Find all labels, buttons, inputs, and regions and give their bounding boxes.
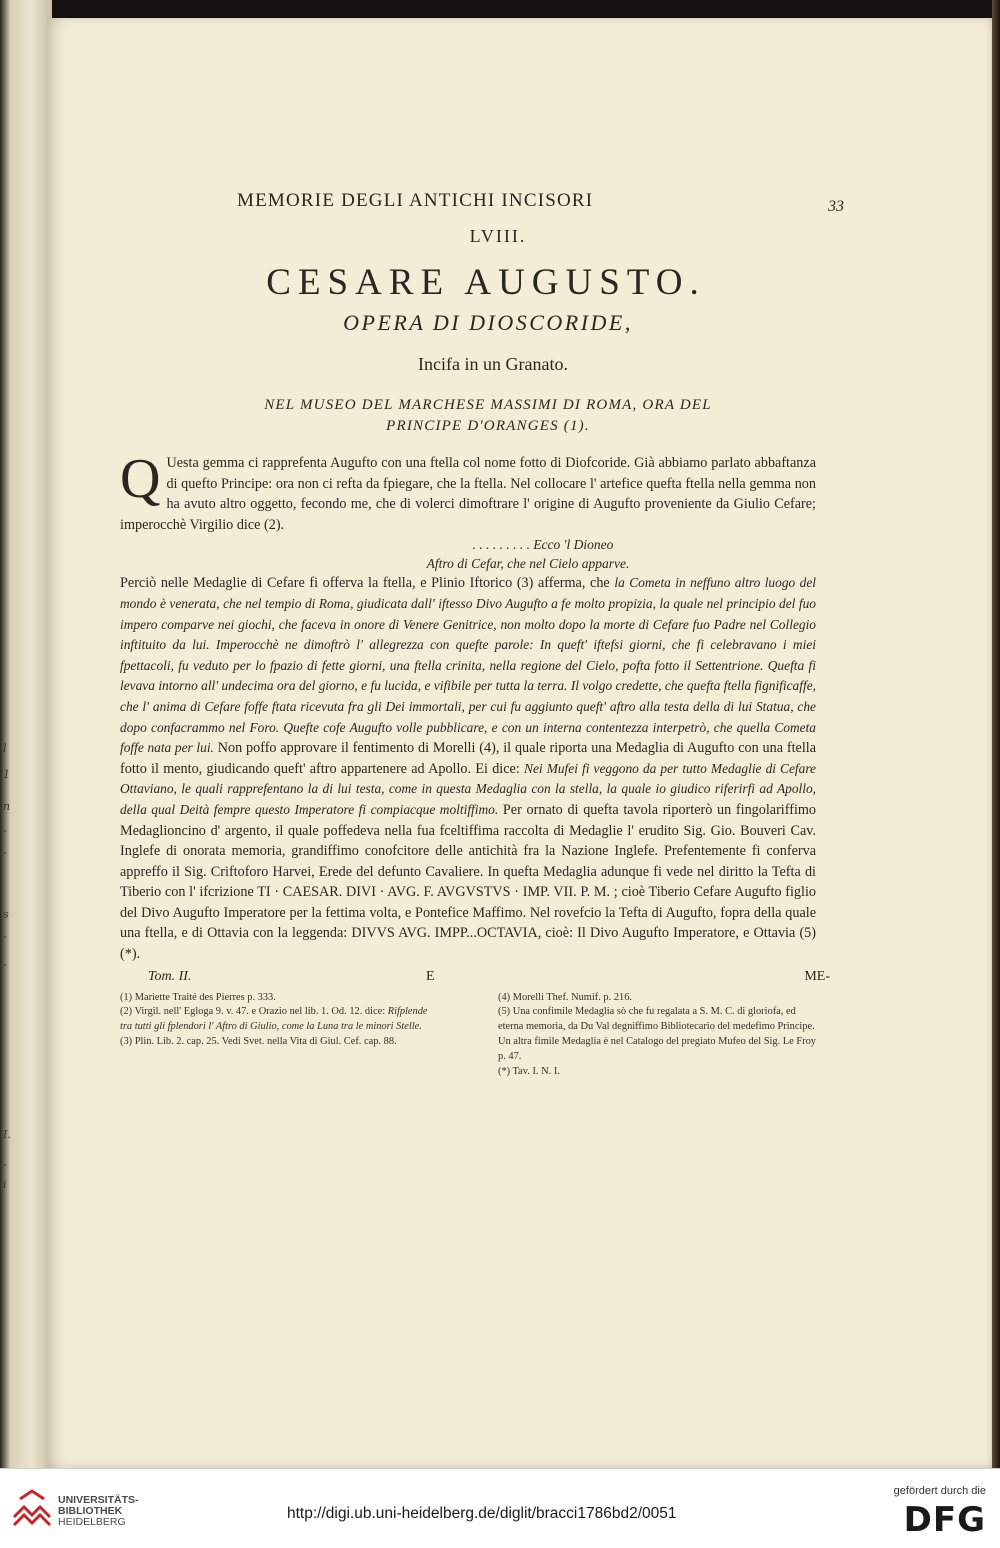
- margin-mark: -: [3, 846, 7, 859]
- footnote-quote: Rifplende tra tutti gli fplendori l' Aftro di Giulio, come la Luna tra le minori Stelle.: [120, 1006, 428, 1033]
- running-title: MEMORIE DEGLI ANTICHI INCISORI: [237, 190, 594, 211]
- footnote-text: (2) Virgil. nell' Egloga 9. v. 47. e Orazio nel lib. 1. Od. 12. dice:: [120, 1006, 386, 1018]
- paragraph-2-quote-pliny: la Cometa in neffuno altro luogo del mondo è venerata, che nel tempio di Roma, giudicata dall' iftesso Divo Augufto a fe molto propizia, la quale nel principio del fuo impero comparve nei giochi, che faceva in onore di Venere Genitrice, non molto dopo la morte di Cefare fuo Padre nel Collegio inftituito da lui. Imperocchè ne dimoftrò l' allegrezza con quefte parole: In queft' iftefsi giorni, che fi celebravano i miei fpettacoli, fu veduto per lo fpazio di fette giorni, una ftella crinita, nella regione del Cielo, pofta fotto il Settentrione. Quefta fi levava intorno all' undecima ora del giorno, e fu lucida, e vifibile per tutta la terra. Il volgo credette, che quefta ftella fignificaffe, che l' anima di Cefare foffe ftata ricevuta fra gli Dei immortali, per cui fu aggiunto queft' aftro alla testa della di lui Statua, che dopo confacrammo nel Foro. Quefte cofe Augufto volle pubblicare, e con un interna contentezza interpetrò, che quella Cometa foffe nata per lui.: [120, 575, 817, 756]
- paragraph-2-part-b: Non poffo approvare il fentimento di Morelli (4), il quale riporta una Medaglia di Augufto con una ftella fotto il mento, giudicando queft' aftro appartenere ad Apollo. Ei dice:: [120, 740, 817, 777]
- footnotes: [120, 991, 816, 1080]
- section-number: LVIII.: [469, 226, 527, 246]
- paragraph-2: [120, 573, 816, 964]
- margin-mark: 1: [3, 768, 10, 781]
- library-name[interactable]: [58, 1495, 139, 1528]
- library-name-line-3: HEIDELBERG: [58, 1516, 126, 1528]
- footnote: (*) Tav. I. N. I.: [498, 1065, 560, 1077]
- museum-line-2: PRINCIPE D'ORANGES (1).: [386, 418, 590, 434]
- viewer-footer: [0, 1468, 1000, 1548]
- paragraph-2-part-c: Per ornato di quefta tavola riporterò un fingolariffimo Medaglioncino d' argento, il quale poffedeva nella fua fceltiffima raccolta di Medaglie l' erudito Sig. Gio. Bouveri Cav. Inglefe di onorata memoria, grandiffimo conofcitore delle antichità fra la Nazione Inglefe. Prefentemente fi conferva appreffo il Sig. Criftoforo Harvei, Erede del defunto Cavaliere. In quefta Medaglia adunque fi vede nel diritto la Tefta di Tiberio con l' ifcrizione TI · CAESAR. DIVI · AVG. F. AVGVSTVS · IMP. VII. P. M. ; cioè Tiberio Cefare Augufto figlio del Divo Augufto Imperatore per la fettima volta, e Pontefice Maffimo. Nel rovefcio la Tefta di Augufto, fopra della quale una ftella, e di Ottavia con la leggenda: DIVVS AVG. IMPP...OCTAVIA, cioè: Il Divo Augufto Imperatore, e Ottavia (5) (*).: [120, 801, 817, 963]
- page-url[interactable]: http://digi.ub.uni-heidelberg.de/diglit/bracci1786bd2/0051: [287, 1505, 677, 1522]
- subtitle: OPERA DI DIOSCORIDE,: [343, 310, 633, 335]
- dfg-logo[interactable]: DFG: [903, 1500, 986, 1540]
- ub-heidelberg-logo-icon[interactable]: [10, 1487, 54, 1531]
- right-book-edge: [992, 0, 1000, 1468]
- museum-line-1: NEL MUSEO DEL MARCHESE MASSIMI DI ROMA, ORA DEL: [264, 397, 712, 413]
- catchword: ME-: [804, 968, 830, 984]
- margin-mark: -: [3, 930, 7, 943]
- page-number: 33: [828, 198, 844, 215]
- running-head: [120, 186, 844, 220]
- engraving-line: Incifa in un Granato.: [418, 354, 568, 374]
- left-margin-marks: [0, 0, 18, 1468]
- margin-mark: n: [3, 800, 11, 813]
- volume-reference: Tom. II.: [148, 968, 192, 984]
- drop-cap: Q: [120, 448, 161, 510]
- margin-mark: -: [3, 958, 7, 971]
- footnote: (1) Mariette Traité des Pierres p. 333.: [120, 991, 276, 1003]
- body-text: [120, 448, 817, 965]
- main-title: CESARE AUGUSTO.: [266, 262, 706, 303]
- paragraph-1-text: Uesta gemma ci rapprefenta Augufto con una ftella col nome fotto di Diofcoride. Già abbiamo parlato abbaftanza di quefto Principe: ora non ci refta da fpiegare, che la ftella. Nel collocare l' artefice quefta ftella nella gemma non ha avuto altro oggetto, fecondo me, che di volerci dimoftrare l' origine di Augufto proveniente da Giulio Cefare; imperocchè Virgilio dice (2).: [120, 455, 816, 533]
- footnotes-right-column: [498, 991, 816, 1080]
- footnote: (5) Una confimile Medaglia sò che fu regalata a S. M. C. di gloriofa, ed eterna memoria, da Du Val degniffimo Bibliotecario del medefimo Principe. Un altra fimile Medaglia è nel Catalogo del pregiato Mufeo del Sig. Le Froy p. 47.: [498, 1006, 816, 1062]
- margin-mark: I.: [3, 1128, 11, 1141]
- margin-mark: i: [3, 1178, 7, 1191]
- funding-text: gefördert durch die: [893, 1485, 986, 1497]
- library-name-line-2: BIBLIOTHEK: [58, 1505, 123, 1517]
- signature-mark: E: [426, 968, 435, 984]
- library-name-line-1: UNIVERSITÄTS-: [58, 1494, 139, 1506]
- verse-line-2: Aftro di Cefar, che nel Cielo apparve.: [426, 556, 630, 572]
- margin-mark: -: [3, 1158, 7, 1171]
- footnote: (4) Morelli Thef. Numif. p. 216.: [498, 991, 632, 1003]
- footnotes-left-column: [120, 991, 438, 1080]
- margin-mark: -: [3, 824, 7, 837]
- page-foot: [120, 967, 830, 989]
- page-content: [120, 186, 844, 1079]
- book-page: [47, 18, 993, 1468]
- paragraph-2-quote-morelli: Nei Mufei fi veggono da per tutto Medaglie di Cefare Ottaviano, le quali rapprefentano la di lui testa, come in questa Medaglia con la stella, la quale io giudico riferirfi ad Apollo, della qual Deità fempre questo Imperatore fi compiacque moltiffimo.: [120, 760, 816, 817]
- paragraph-2-part-a: Perciò nelle Medaglie di Cefare fi offerva la ftella, e Plinio Iftorico (3) afferma, che: [120, 575, 610, 592]
- verse-line-1: . . . . . . . . . Ecco 'l Dioneo: [472, 537, 614, 553]
- margin-mark: l: [3, 742, 7, 755]
- margin-mark: s: [3, 908, 9, 921]
- footnote: (3) Plin. Lib. 2. cap. 25. Vedi Svet. nella Vita di Giul. Cef. cap. 88.: [120, 1036, 397, 1048]
- paragraph-1: [120, 448, 816, 535]
- footnote: [120, 1005, 438, 1035]
- museum-line: [160, 395, 816, 437]
